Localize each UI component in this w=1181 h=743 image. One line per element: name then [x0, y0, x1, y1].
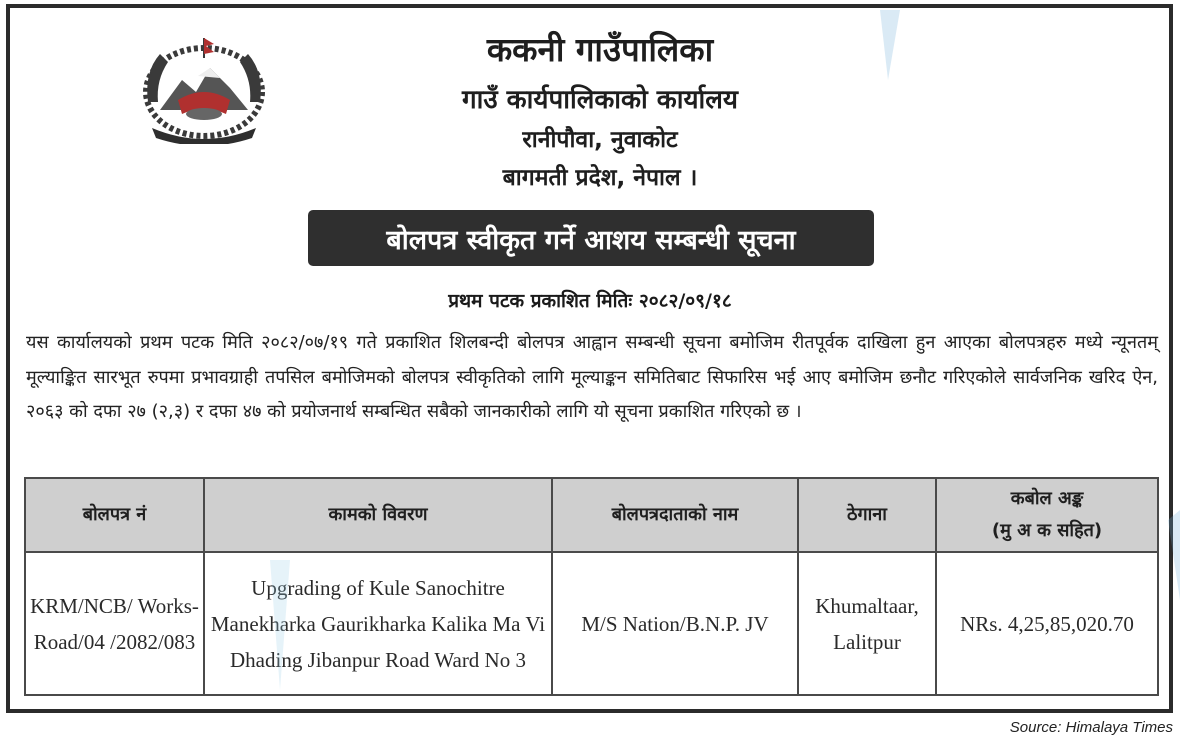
cell-work-description: Upgrading of Kule Sanochitre Manekharka Gaurikharka Kalika Ma Vi Dhading Jibanpur Road Ward No 3 — [204, 552, 552, 695]
header-address: ठेगाना — [798, 478, 936, 552]
cell-bidder-name: M/S Nation/B.N.P. JV — [552, 552, 798, 695]
cell-bid-no: KRM/NCB/ Works-Road/04 /2082/083 — [25, 552, 204, 695]
nepal-emblem-icon — [138, 32, 270, 144]
notice-body: यस कार्यालयको प्रथम पटक मिति २०८२/०७/१९ गते प्रकाशित शिलबन्दी बोलपत्र आह्वान सम्बन्धी सूचना बमोजिम रीतपूर्वक दाखिला हुन आएका बोलपत्रहरु मध्ये न्यूनतम् मूल्याङ्कित सारभूत रुपमा प्रभावग्राही तपसिल बमोजिमको बोलपत्र स्वीकृतिको लागि मूल्याङ्कन समितिबाट सिफारिस भई आए बमोजिम छनौट गरिएकोले सार्वजनिक खरिद ऐन, २०६३ को दफा २७ (२,३) र दफा ४७ को प्रयोजनार्थ सम्बन्धित सबैको जानकारीको लागि यो सूचना प्रकाशित गरिएको छ । — [26, 332, 1158, 422]
header-bidder-name: बोलपत्रदाताको नाम — [552, 478, 798, 552]
header-bid-no: बोलपत्र नं — [25, 478, 204, 552]
header-work-description: कामको विवरण — [204, 478, 552, 552]
notice-title: बोलपत्र स्वीकृत गर्ने आशय सम्बन्धी सूचना — [386, 224, 796, 256]
source-credit: Source: Himalaya Times — [1009, 719, 1173, 736]
office-location: रानीपौवा, नुवाकोट — [522, 127, 678, 153]
header-amount-line1: कबोल अङ्क — [1010, 488, 1084, 509]
table-header-row — [25, 478, 1158, 552]
notice-title-banner — [308, 210, 874, 266]
header-amount-line2: (मु अ क सहित) — [991, 520, 1103, 541]
cell-bid-amount: NRs. 4,25,85,020.70 — [936, 552, 1158, 695]
bid-table — [24, 477, 1159, 696]
cell-address: Khumaltaar, Lalitpur — [798, 552, 936, 695]
municipality-title: ककनी गाउँपालिका — [486, 30, 714, 69]
publication-date: प्रथम पटक प्रकाशित मितिः २०८२/०९/१८ — [448, 290, 732, 312]
header-bid-amount — [936, 478, 1158, 552]
office-title: गाउँ कार्यपालिकाको कार्यालय — [462, 85, 738, 115]
office-province: बागमती प्रदेश, नेपाल । — [502, 165, 698, 191]
table-row — [25, 552, 1158, 695]
